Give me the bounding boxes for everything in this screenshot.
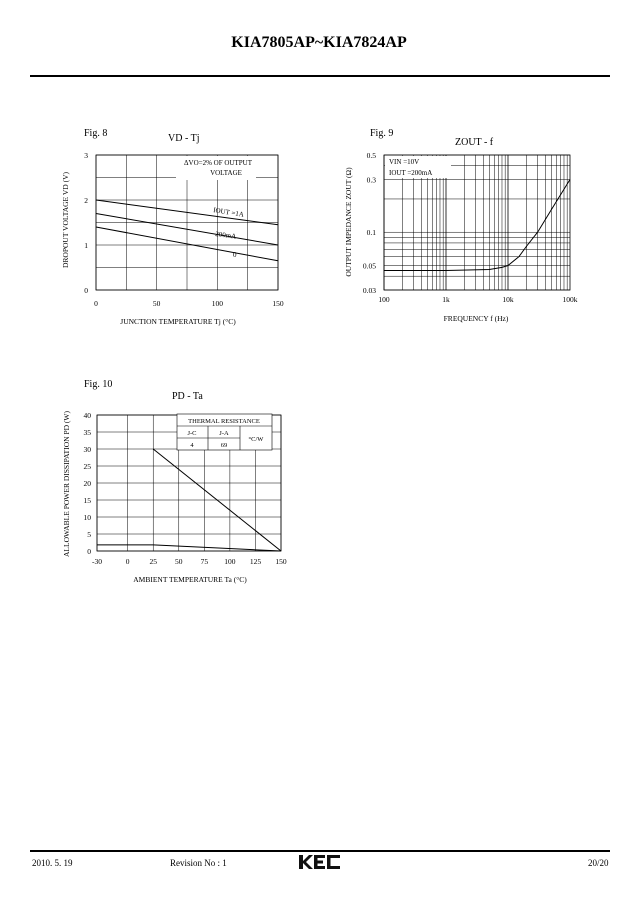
fig8-y-tick-label: 2 xyxy=(84,196,88,205)
fig10-y-tick-label: 5 xyxy=(87,530,91,539)
fig10-y-axis-label: ALLOWABLE POWER DISSIPATION PD (W) xyxy=(62,411,71,557)
fig10-label: Fig. 10 xyxy=(84,379,113,390)
footer-page: 20/20 xyxy=(588,858,609,868)
fig9-x-tick-label: 1k xyxy=(442,295,450,304)
fig10-y-tick-label: 15 xyxy=(83,496,91,505)
fig9-label: Fig. 9 xyxy=(370,128,394,139)
fig9-x-tick-label: 100k xyxy=(562,295,578,304)
fig8-annotation-line2: VOLTAGE xyxy=(210,169,242,177)
fig10-x-axis-label: AMBIENT TEMPERATURE Ta (°C) xyxy=(133,575,247,584)
fig9-y-tick-label: 0.03 xyxy=(362,286,376,295)
fig10-y-tick-label: 0 xyxy=(87,547,91,556)
fig8-x-tick-label: 0 xyxy=(94,299,98,308)
fig9-y-tick-label: 0.5 xyxy=(366,151,376,160)
thermal-col-ja: J-A xyxy=(219,430,229,437)
thermal-val-jc: 4 xyxy=(190,442,194,449)
fig8-y-tick-label: 3 xyxy=(84,151,88,160)
fig9-y-tick-label: 0.05 xyxy=(362,261,376,271)
fig8-curve-label-200ma: 200mA xyxy=(214,230,237,241)
kec-logo xyxy=(298,853,342,871)
footer-date: 2010. 5. 19 xyxy=(32,858,73,868)
footer-revision: Revision No : 1 xyxy=(170,858,227,868)
fig9-annotation-line1: VIN =10V xyxy=(389,158,420,166)
fig10-y-tick-label: 25 xyxy=(83,462,91,471)
fig10-x-tick-label: -30 xyxy=(92,557,102,566)
fig10-series-line-1 xyxy=(97,545,281,551)
thermal-unit: °C/W xyxy=(248,436,264,443)
fig8-curve-label-0: 0 xyxy=(233,251,237,259)
fig10-x-tick-label: 0 xyxy=(125,557,130,566)
fig8-y-axis-label: DROPOUT VOLTAGE VD (V) xyxy=(61,171,70,269)
fig8-curve-label-1a: IOUT =1A xyxy=(212,206,245,219)
fig10-x-tick-label: 125 xyxy=(249,557,262,566)
fig8-x-tick-label: 100 xyxy=(211,299,223,308)
fig10-x-tick-label: 150 xyxy=(275,557,287,566)
fig9-x-tick-label: 100 xyxy=(378,295,390,304)
fig9-annotation-line2: IOUT =200mA xyxy=(389,169,433,177)
fig9-y-tick-label: 0.3 xyxy=(366,175,376,185)
page-title: KIA7805AP~KIA7824AP xyxy=(231,34,407,51)
fig10-x-tick-label: 75 xyxy=(200,557,209,566)
fig9-title: ZOUT - f xyxy=(455,137,494,148)
fig8-x-tick-label: 150 xyxy=(272,299,284,308)
fig9-y-tick-label: 0.1 xyxy=(366,228,376,238)
fig9-y-axis-label: OUTPUT IMPEDANCE ZOUT (Ω) xyxy=(344,167,353,277)
fig8-y-tick-label: 0 xyxy=(84,286,88,295)
thermal-resistance-table xyxy=(177,414,272,450)
thermal-val-ja: 69 xyxy=(220,442,228,449)
fig8-title: VD - Tj xyxy=(168,133,200,144)
thermal-heading: THERMAL RESISTANCE xyxy=(188,418,260,425)
fig10-title: PD - Ta xyxy=(172,391,203,402)
fig8-annotation-line1: ΔVO=2% OF OUTPUT xyxy=(184,159,252,167)
fig10-x-tick-label: 50 xyxy=(175,557,183,566)
fig8-label: Fig. 8 xyxy=(84,128,108,139)
fig10-x-tick-label: 100 xyxy=(224,557,236,566)
fig10-y-tick-label: 40 xyxy=(83,411,91,420)
fig10-x-tick-label: 25 xyxy=(149,557,157,566)
fig9-x-axis-label: FREQUENCY f (Hz) xyxy=(443,314,509,323)
fig8-y-tick-label: 1 xyxy=(84,241,88,250)
fig10-y-tick-label: 10 xyxy=(83,513,91,522)
fig8-x-tick-label: 50 xyxy=(152,299,161,308)
footer-rule xyxy=(30,850,610,852)
fig10-y-tick-label: 35 xyxy=(83,428,91,437)
fig10-y-tick-label: 30 xyxy=(83,445,91,454)
thermal-col-jc: J-C xyxy=(187,430,197,437)
fig9-x-tick-label: 10k xyxy=(502,295,514,304)
fig8-x-axis-label: JUNCTION TEMPERATURE Tj (°C) xyxy=(120,317,236,326)
fig10-y-tick-label: 20 xyxy=(83,479,91,488)
